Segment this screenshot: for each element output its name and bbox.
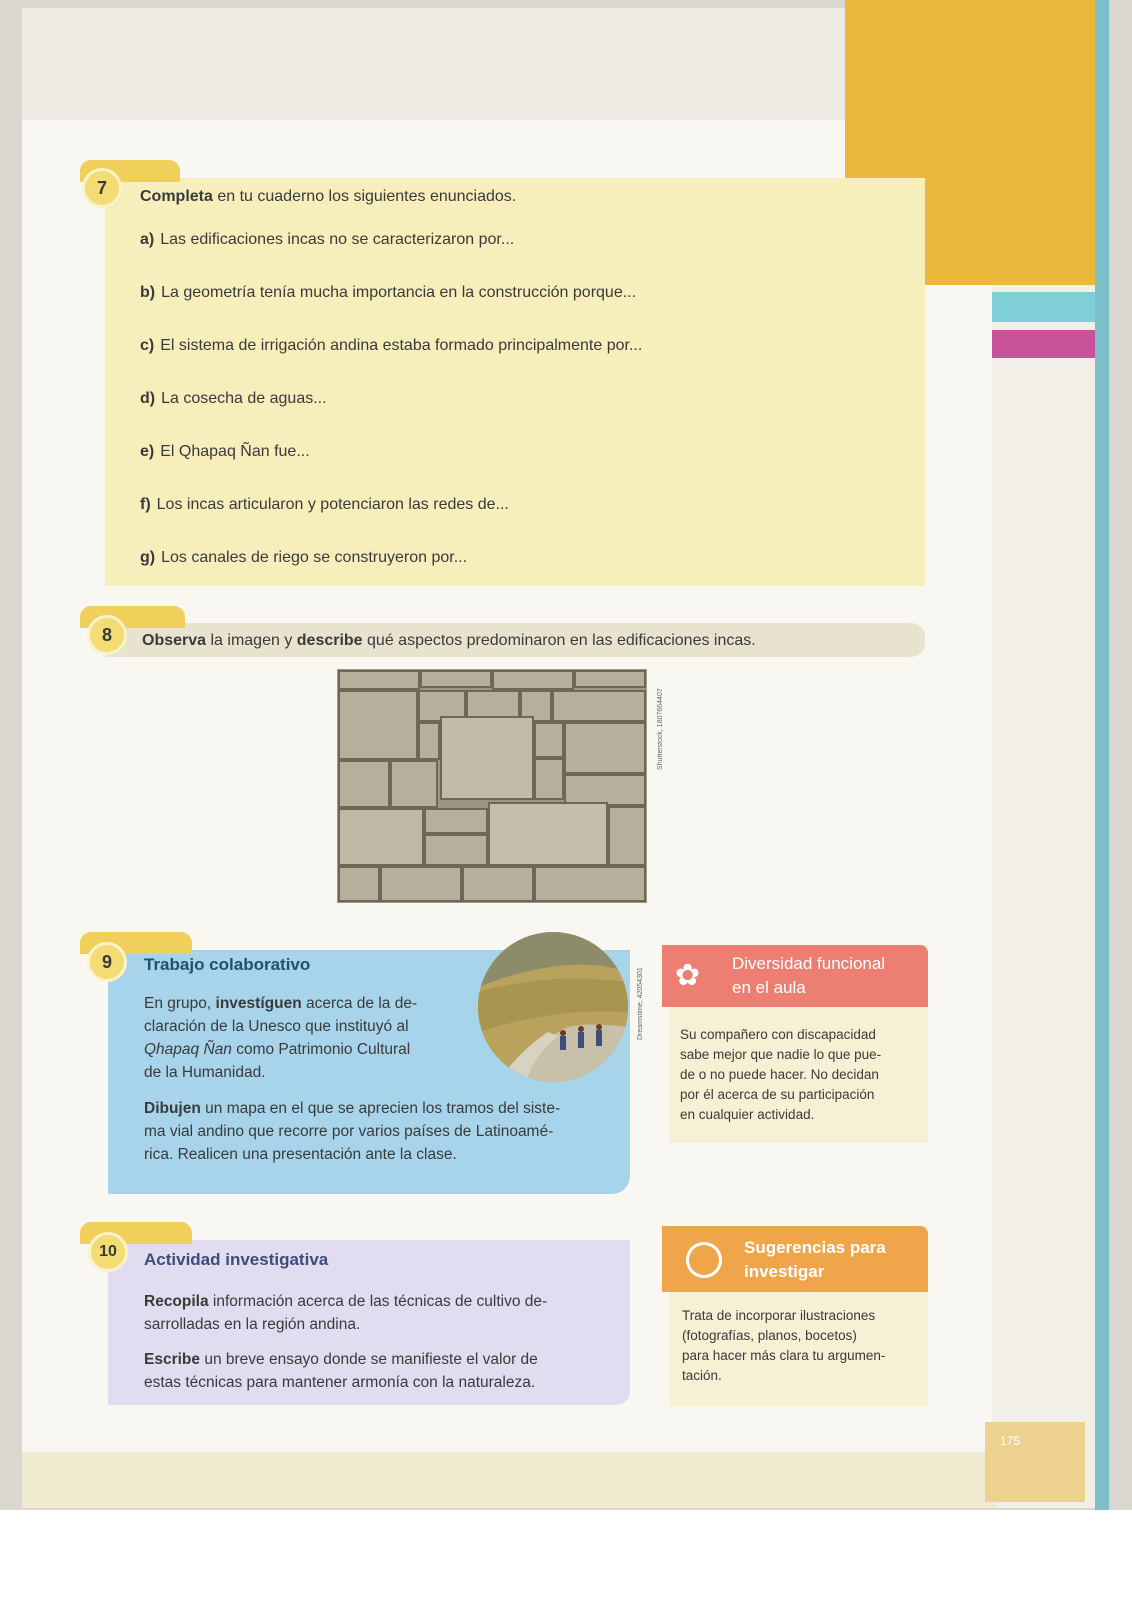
inca-stone-wall-photo (337, 669, 647, 903)
activity-10-paragraph-2-line-2: estas técnicas para mantener armonía con la naturaleza. (144, 1374, 536, 1391)
activity-9-paragraph-2-line-1 (144, 1097, 560, 1120)
title-line: en el aula (732, 978, 806, 997)
activity-9-paragraph-1-line-4: de la Humanidad. (144, 1064, 266, 1081)
paragraph-text: acerca de la de- (301, 995, 418, 1012)
tip-line: (fotografías, planos, bocetos) (682, 1328, 857, 1343)
instruction-verb: Observa (142, 632, 207, 649)
bottom-band (22, 1452, 997, 1508)
activity-9-paragraph-1-line-2: claración de la Unesco que instituyó al (144, 1018, 409, 1035)
paragraph-text: información acerca de las técnicas de cultivo de- (208, 1293, 548, 1310)
statement-letter: a) (140, 231, 155, 248)
top-band (22, 8, 847, 120)
statement-letter: b) (140, 284, 156, 301)
diversity-tip-text (680, 1025, 920, 1125)
statement-a (140, 231, 514, 249)
page-number: 175 (1000, 1434, 1021, 1448)
page-edge-strip (1095, 0, 1109, 1510)
tip-line: por él acerca de su participación (680, 1087, 875, 1102)
instruction-verb: Recopila (144, 1293, 209, 1310)
activity-9-paragraph-1-line-3 (144, 1038, 410, 1061)
statement-d (140, 390, 327, 408)
activity-7-number: 7 (82, 168, 122, 208)
statement-text: Los canales de riego se construyeron por... (161, 549, 468, 566)
tip-line: para hacer más clara tu argumen- (682, 1348, 886, 1363)
tip-line: de o no puede hacer. No decidan (680, 1067, 879, 1082)
statement-text: La geometría tenía mucha importancia en la construcción porque... (161, 284, 637, 301)
magnifier-icon (686, 1242, 722, 1278)
flower-icon: ✿ (675, 959, 701, 992)
research-tip-text (682, 1306, 922, 1386)
activity-9-paragraph-1-line-1 (144, 992, 417, 1015)
statement-letter: c) (140, 337, 155, 354)
statement-text: El Qhapaq Ñan fue... (160, 443, 310, 460)
statement-letter: g) (140, 549, 156, 566)
paragraph-text: En grupo, (144, 995, 216, 1012)
statement-c (140, 337, 642, 355)
instruction-verb: Completa (140, 188, 213, 205)
title-line: investigar (744, 1262, 825, 1281)
title-line: Sugerencias para (744, 1238, 886, 1257)
statement-letter: d) (140, 390, 156, 407)
activity-10-paragraph-1-line-1 (144, 1290, 547, 1313)
tip-line: en cualquier actividad. (680, 1107, 815, 1122)
tip-line: tación. (682, 1368, 722, 1383)
instruction-verb: investíguen (215, 995, 302, 1012)
hikers-trail-photo (478, 932, 628, 1082)
activity-8-instruction (142, 632, 756, 650)
statement-letter: f) (140, 496, 151, 513)
instruction-verb: Escribe (144, 1351, 201, 1368)
cyan-tab-strip (992, 292, 1102, 322)
activity-9-title: Trabajo colaborativo (144, 955, 311, 974)
instruction-text: qué aspectos predominaron en las edificaciones incas. (362, 632, 756, 649)
activity-10-number: 10 (88, 1232, 128, 1272)
activity-9-paragraph-2-line-3: rica. Realicen una presentación ante la clase. (144, 1146, 457, 1163)
instruction-text: en tu cuaderno los siguientes enunciados. (212, 188, 517, 205)
qhapaq-nan-term: Qhapaq Ñan (144, 1041, 232, 1058)
statement-letter: e) (140, 443, 155, 460)
activity-10-paragraph-1-line-2: sarrolladas en la región andina. (144, 1316, 361, 1333)
statement-b (140, 284, 636, 302)
magenta-tab-strip (992, 330, 1102, 358)
paragraph-text: un mapa en el que se aprecien los tramos del siste- (200, 1100, 561, 1117)
title-line: Diversidad funcional (732, 954, 886, 973)
instruction-verb: describe (296, 632, 363, 649)
activity-7-instruction (140, 188, 516, 206)
activity-10-title: Actividad investigativa (144, 1250, 329, 1269)
statement-f (140, 496, 509, 514)
paragraph-text: un breve ensayo donde se manifieste el valor de (200, 1351, 538, 1368)
tip-line: Su compañero con discapacidad (680, 1027, 876, 1042)
instruction-verb: Dibujen (144, 1100, 201, 1117)
diversity-tip-title (732, 952, 885, 1000)
statement-text: El sistema de irrigación andina estaba formado principalmente por... (160, 337, 643, 354)
photo-credit-hikers: Dreamstime, 42054301 (637, 967, 644, 1040)
paragraph-text: como Patrimonio Cultural (231, 1041, 411, 1058)
statement-e (140, 443, 310, 461)
statement-text: Las edificaciones incas no se caracterizaron por... (160, 231, 515, 248)
tip-line: sabe mejor que nadie lo que pue- (680, 1047, 882, 1062)
statement-g (140, 549, 467, 567)
activity-9-paragraph-2-line-2: ma vial andino que recorre por varios países de Latinoamé- (144, 1123, 554, 1140)
statement-text: Los incas articularon y potenciaron las redes de... (156, 496, 509, 513)
instruction-text: la imagen y (206, 632, 297, 649)
activity-10-paragraph-2-line-1 (144, 1348, 538, 1371)
statement-text: La cosecha de aguas... (161, 390, 327, 407)
tip-line: Trata de incorporar ilustraciones (682, 1308, 876, 1323)
activity-9-number: 9 (87, 942, 127, 982)
photo-credit-stone: Shutterstock, 1807664407 (657, 688, 664, 770)
research-tip-title (744, 1236, 886, 1284)
activity-8-number: 8 (87, 615, 127, 655)
